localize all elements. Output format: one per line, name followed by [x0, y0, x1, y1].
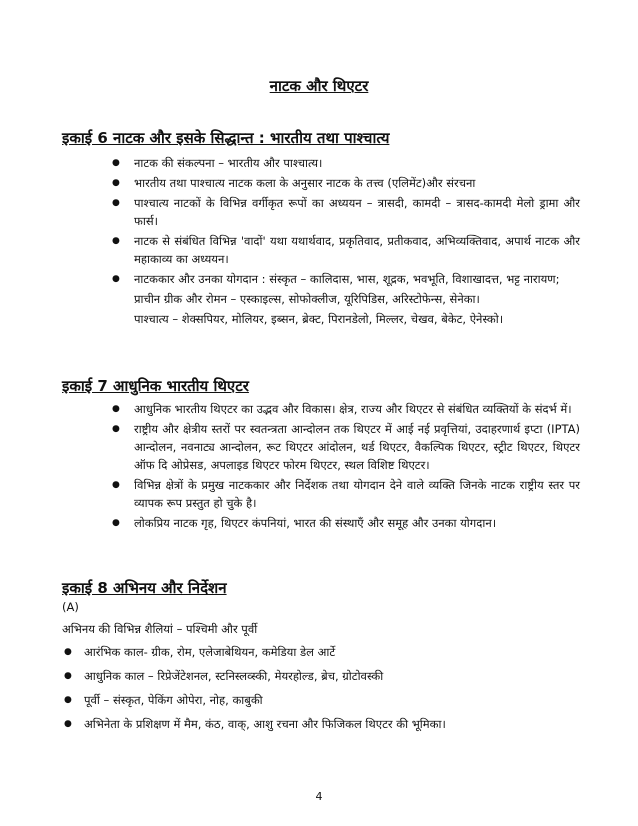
list-item: ● आधुनिक भारतीय थिएटर का उद्भव और विकास। क्षेत्र, राज्य और थिएटर से संबंधित व्यक्तियों के संदर्भ में। — [134, 400, 580, 418]
section-label: (A) — [62, 600, 79, 614]
list-item-continuation: पाश्चात्य – शेक्सपियर, मोलियर, इब्सन, ब्रेक्ट, पिरानडेलो, मिल्लर, चेखव, बेकेट, ऐनेस्को। — [134, 312, 504, 326]
unit-7-list — [134, 400, 580, 534]
list-item: ● अभिनेता के प्रशिक्षण में मैम, कंठ, वाक्, आशु रचना और फिजिकल थिएटर की भूमिका। — [84, 715, 584, 733]
page-number: 4 — [315, 790, 323, 803]
list-item-continuation: प्राचीन ग्रीक और रोमन – एस्काइल्स, सोफोक्लीज, यूरिपिडिस, अरिस्टोफेन्स, सेनेका। — [134, 292, 480, 306]
list-item-text: नाटककार और उनका योगदान : संस्कृत – कालिदास, भास, शूद्रक, भवभूति, विशाखादत्त, भट्ट नारायण; — [134, 272, 560, 286]
unit-7-heading: इकाई 7 आधुनिक भारतीय थिएटर — [62, 377, 249, 395]
section-intro: अभिनय की विभिन्न शैलियां – पश्चिमी और पूर्वी — [62, 622, 258, 636]
unit-8-list — [84, 643, 584, 739]
page-title: नाटक और थिएटर — [269, 77, 369, 95]
unit-6-list — [134, 154, 580, 330]
list-item: ● पाश्चात्य नाटकों के विभिन्न वर्गीकृत रूपों का अध्ययन – त्रासदी, कामदी – त्रासद-कामदी मेलो ड्रामा और फार्स। — [134, 194, 580, 230]
list-item: ● लोकप्रिय नाटक गृह, थिएटर कंपनियां, भारत की संस्थाएँ और समूह और उनका योगदान। — [134, 514, 580, 532]
list-item: ● नाटक की संकल्पना – भारतीय और पाश्चात्य। — [134, 154, 580, 172]
list-item: ● विभिन्न क्षेत्रों के प्रमुख नाटककार और निर्देशक तथा योगदान देने वाले व्यक्ति जिनके नाटक राष्ट्रीय स्तर पर व्यापक रूप प्रस्तुत हो चुके है। — [134, 476, 580, 512]
list-item: ● आधुनिक काल – रिप्रेजेंटेशनल, स्टनिस्लव्स्की, मेयरहोल्ड, ब्रेच, ग्रोटोवस्की — [84, 667, 584, 685]
list-item: ● राष्ट्रीय और क्षेत्रीय स्तरों पर स्वतन्त्रता आन्दोलन तक थिएटर में आई नई प्रवृत्तियां, उदाहरणार्थ इप्टा (IPTA) आन्दोलन, नवनाट्य आन्दोलन, रूट थिएटर आंदोलन, थर्ड थिएटर, वैकल्पिक थिएटर, स्ट्रीट थिएटर, थिएटर ऑफ दि ओप्रेसड, अपलाइड थिएटर फोरम थिएटर, स्थल विशिष्ट थिएटर। — [134, 420, 580, 474]
list-item — [134, 270, 580, 328]
unit-8-heading: इकाई 8 अभिनय और निर्देशन — [62, 579, 227, 597]
list-item: ● नाटक से संबंधित विभिन्न 'वादों' यथा यथार्थवाद, प्रकृतिवाद, प्रतीकवाद, अभिव्यक्तिवाद, अपार्थ नाटक और महाकाव्य का अध्ययन। — [134, 232, 580, 268]
unit-6-heading: इकाई 6 नाटक और इसके सिद्धान्त : भारतीय तथा पाश्चात्य — [62, 129, 390, 147]
list-item: ● आरंभिक काल- ग्रीक, रोम, एलेजाबेथियन, कमेडिया डेल आर्टे — [84, 643, 584, 661]
list-item: ● पूर्वी – संस्कृत, पेकिंग ओपेरा, नोह, काबुकी — [84, 691, 584, 709]
list-item: ● भारतीय तथा पाश्चात्य नाटक कला के अनुसार नाटक के तत्त्व (एलिमेंट)और संरचना — [134, 174, 580, 192]
